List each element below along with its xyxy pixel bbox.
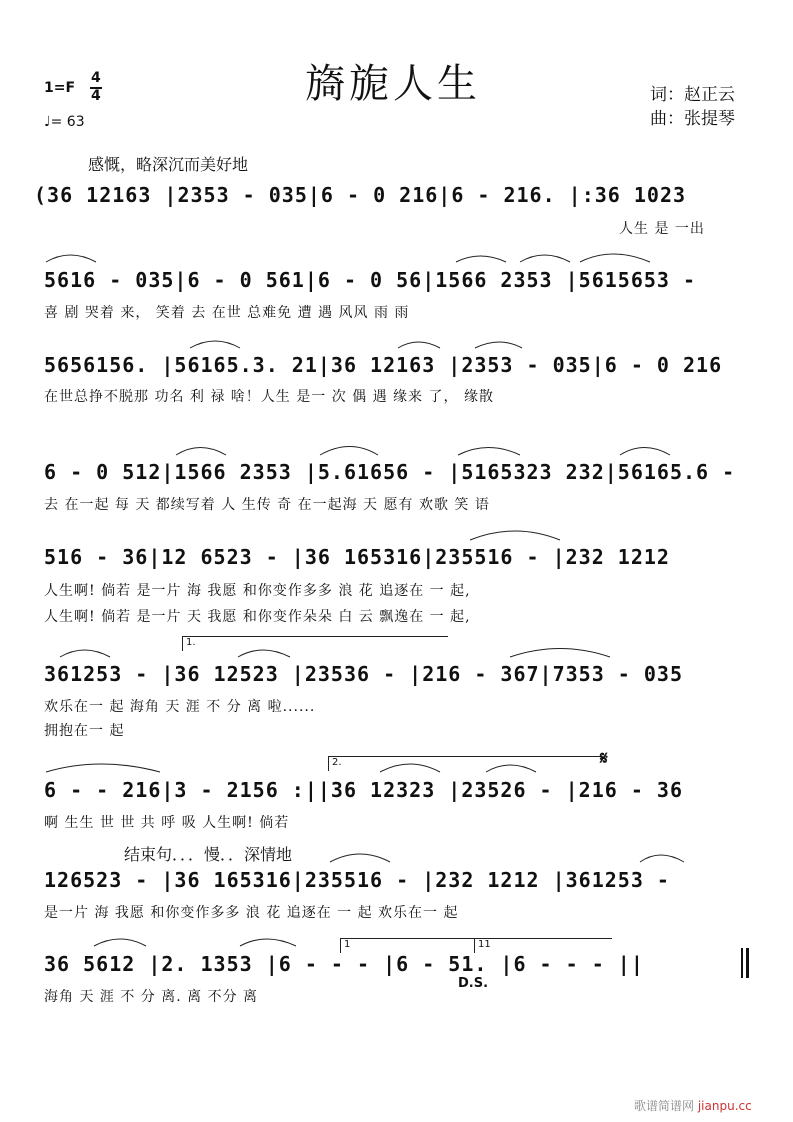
- expression-marking: 感慨，略深沉而美好地: [88, 155, 249, 174]
- song-title: 旖旎人生: [305, 61, 481, 107]
- lyricist-credit: 词：赵正云: [650, 85, 735, 105]
- segno-icon: 𝄋: [600, 748, 608, 769]
- system-3-lyrics: 在世总挣不脱那 功名 利 禄 啥！人生 是一 次 偶 遇 缘来 了， 缘散: [44, 389, 494, 405]
- ending-expression-marking: 结束句．．．慢．．深情地: [124, 845, 293, 864]
- system-1-notes: (36 12163 |2353 - 035|6 - 0 216|6 - 216. |:36 1023: [34, 183, 687, 207]
- system-5-lyrics-verse-1: 人生啊! 倘若 是一片 海 我愿 和你变作多多 浪 花 追逐在 一 起,: [44, 583, 471, 599]
- system-2-notes: 5616 - 035|6 - 0 561|6 - 0 56|1566 2353 |5615653 -: [44, 268, 697, 292]
- system-7-notes: 6 - - 216|3 - 2156 :||36 12323 |23526 - |216 - 36: [44, 778, 684, 802]
- volta-end-1-bracket: 1: [340, 938, 474, 953]
- system-6-lyrics-verse-2: 拥抱在一 起: [44, 723, 125, 739]
- system-8-lyrics: 是一片 海 我愿 和你变作多多 浪 花 追逐在 一 起 欢乐在一 起: [44, 905, 459, 921]
- system-5-lyrics-verse-2: 人生啊! 倘若 是一片 天 我愿 和你变作朵朵 白 云 飘逸在 一 起,: [44, 609, 471, 625]
- volta-1-bracket: 1.: [182, 636, 448, 651]
- system-2-lyrics: 喜 剧 哭着 来， 笑着 去 在世 总难免 遭 遇 风风 雨 雨: [44, 305, 410, 321]
- volta-2-bracket: 2.: [328, 756, 602, 771]
- system-4-notes: 6 - 0 512|1566 2353 |5.61656 - |5165323 232|56165.6 -: [44, 460, 736, 484]
- key-signature: 1=F: [44, 80, 76, 96]
- volta-end-2-bracket: 11: [474, 938, 612, 953]
- system-6-notes: 361253 - |36 12523 |23536 - |216 - 367|7353 - 035: [44, 662, 684, 686]
- time-signature-bottom: 4: [91, 88, 101, 104]
- system-9-notes: 36 5612 |2. 1353 |6 - - - |6 - 51. |6 - - - ||: [44, 952, 644, 976]
- composer-credit: 曲：张提琴: [650, 109, 735, 129]
- system-8-notes: 126523 - |36 165316|235516 - |232 1212 |361253 -: [44, 868, 670, 892]
- system-9-lyrics: 海角 天 涯 不 分 离. 离 不分 离: [44, 989, 259, 1005]
- tempo-marking: ♩= 63: [44, 114, 85, 130]
- system-4-lyrics: 去 在一起 每 天 都续写着 人 生传 奇 在一起海 天 愿有 欢歌 笑 语: [44, 497, 490, 513]
- system-3-notes: 5656156. |56165.3. 21|36 12163 |2353 - 035|6 - 0 216: [44, 353, 723, 377]
- system-7-lyrics: 啊 生生 世 世 共 呼 吸 人生啊! 倘若: [44, 815, 290, 831]
- system-5-notes: 516 - 36|12 6523 - |36 165316|235516 - |232 1212: [44, 545, 670, 569]
- time-signature-top: 4: [91, 70, 101, 86]
- ds-marking: D.S.: [458, 976, 489, 991]
- watermark-prefix: 歌谱简谱网: [634, 1099, 695, 1113]
- watermark-site: jianpu.cc: [697, 1099, 752, 1113]
- system-1-lyrics: 人生 是 一出: [619, 221, 705, 237]
- system-6-lyrics-verse-1: 欢乐在一 起 海角 天 涯 不 分 离 啦......: [44, 699, 316, 715]
- site-watermark: [634, 1097, 752, 1114]
